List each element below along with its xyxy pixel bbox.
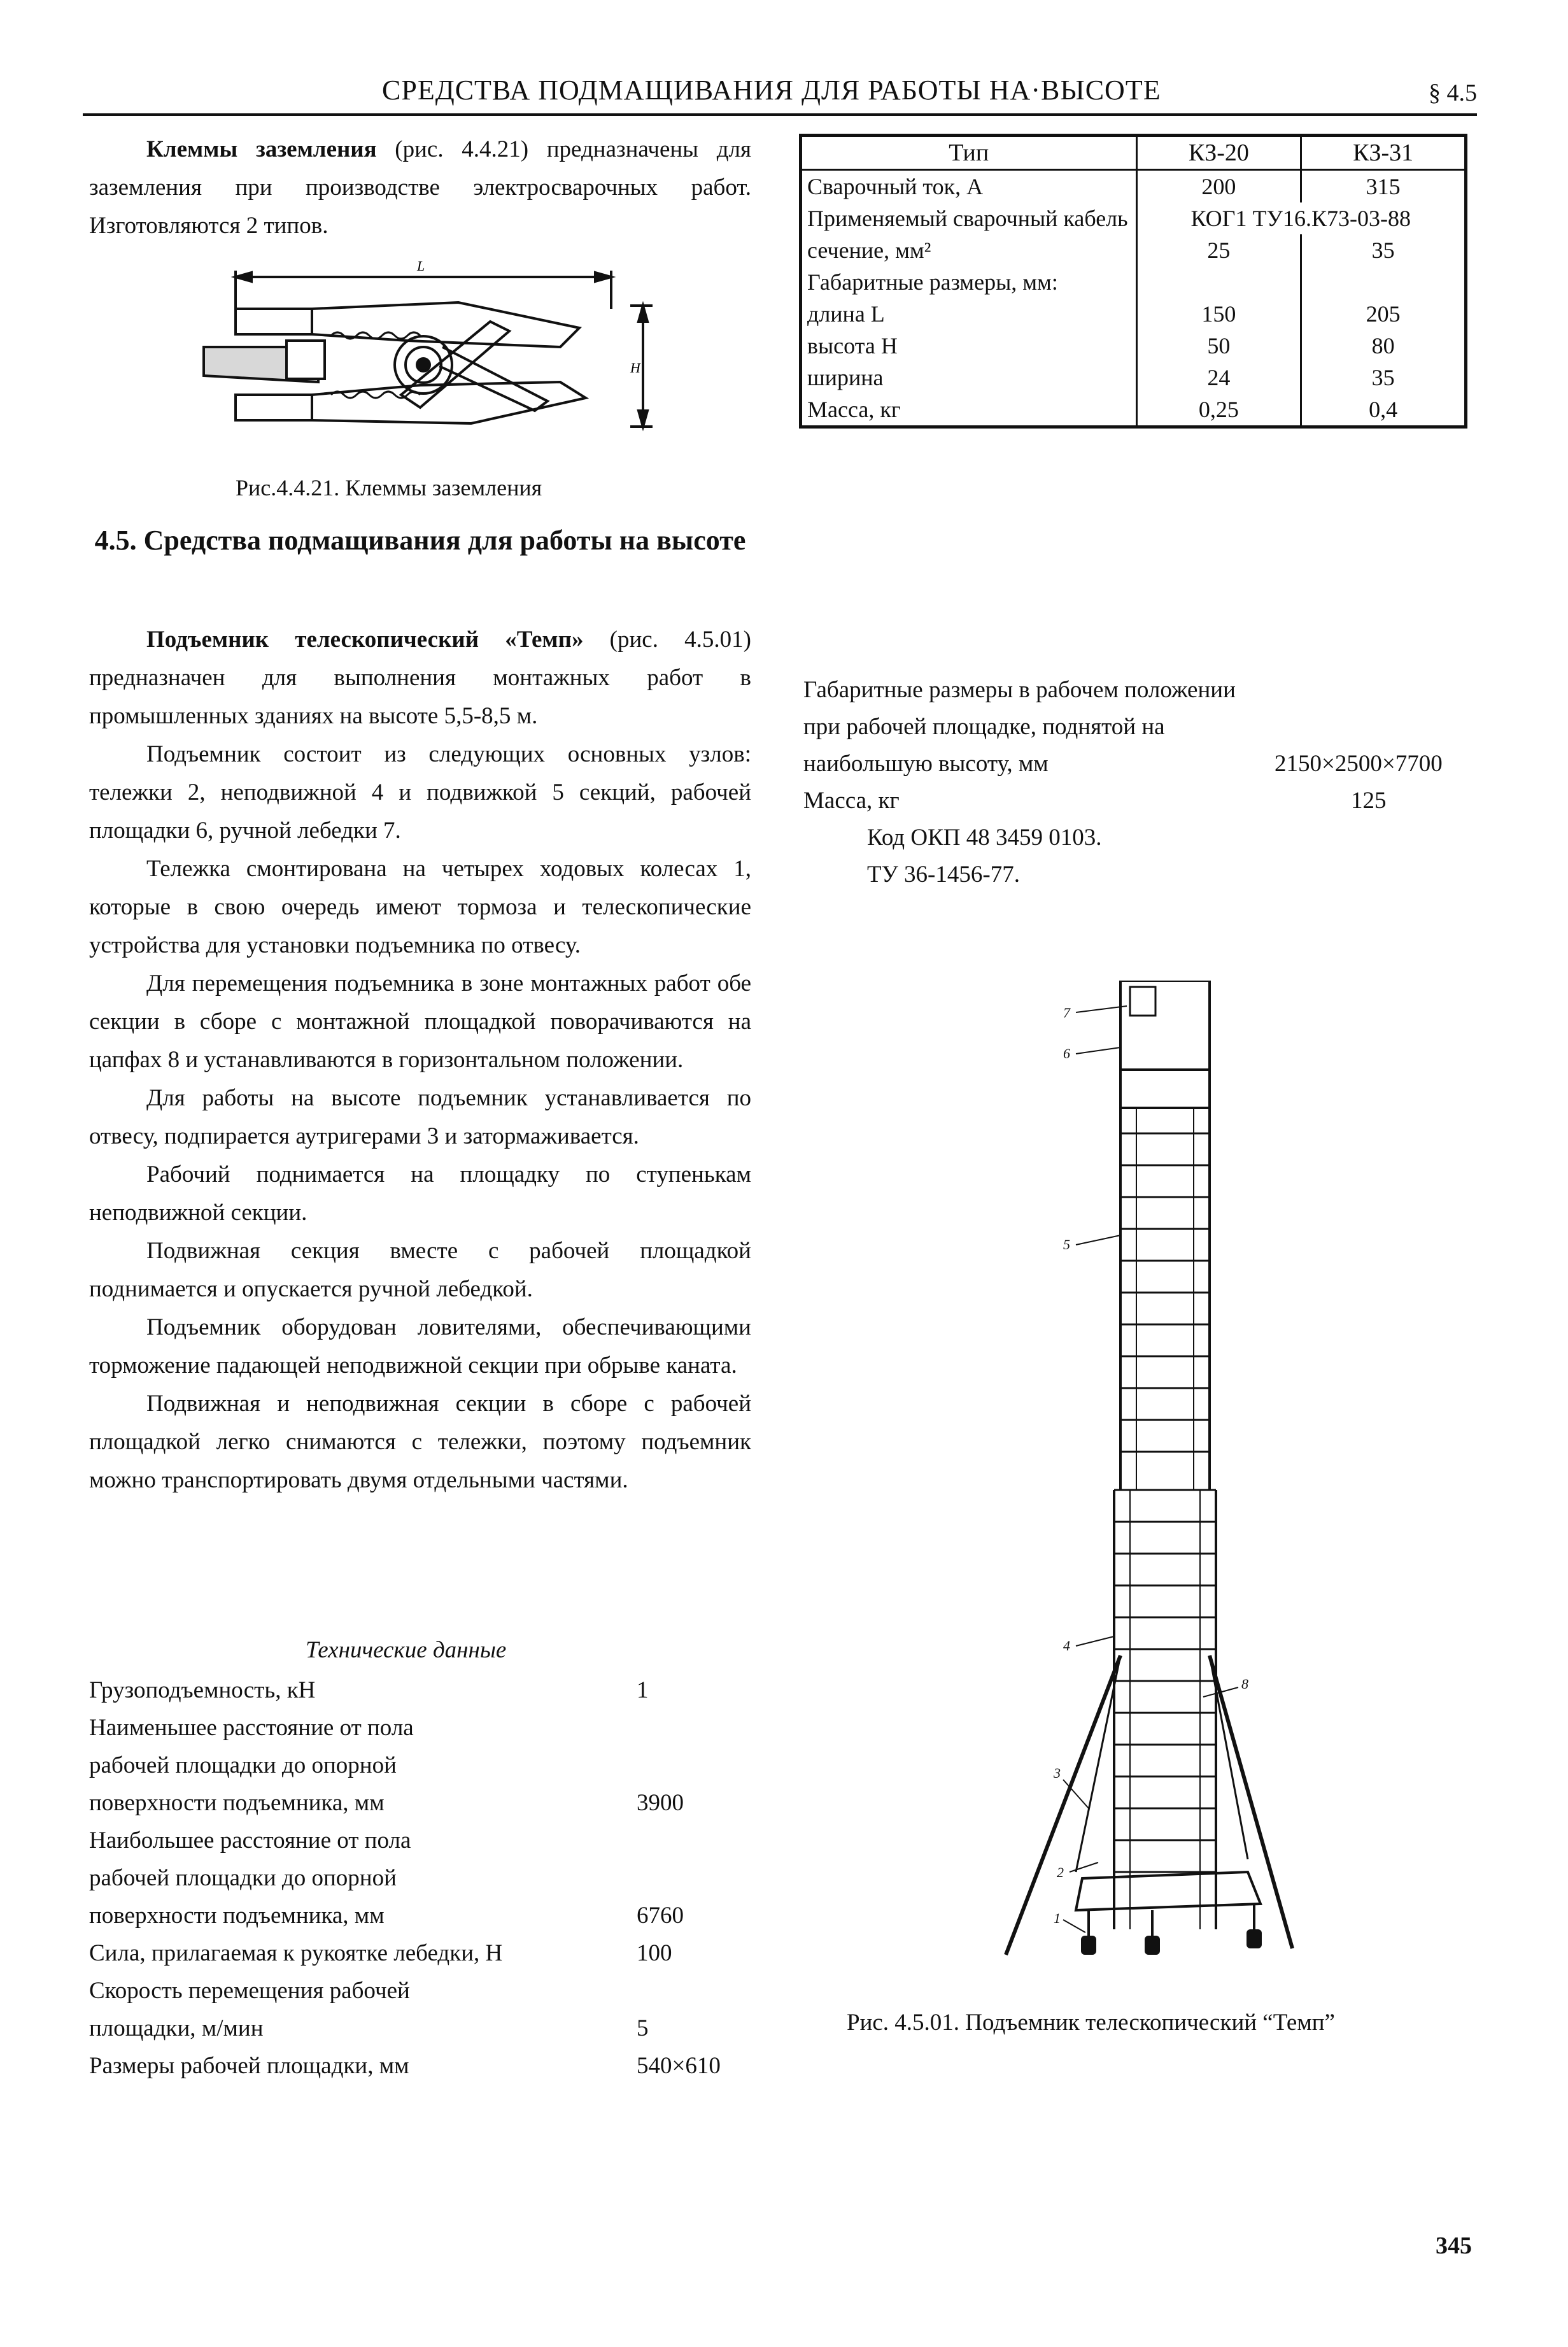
dims-value: 2150×2500×7700 bbox=[1275, 751, 1443, 777]
clamp-spec-table bbox=[799, 134, 1467, 429]
cell-kz31: 35 bbox=[1301, 234, 1466, 266]
paragraph: Для перемещения подъемника в зоне монтажных работ обе секции в сборе с монтажной площадкой поворачиваются на цапфах 8 и устанавливаются в горизонтальном положении. bbox=[89, 970, 751, 1073]
row-label: сечение, мм² bbox=[801, 234, 1137, 266]
clamps-paragraph bbox=[89, 131, 751, 245]
cell-kz31: 0,4 bbox=[1301, 394, 1466, 427]
tech-label: Наименьшее расстояние от пола bbox=[89, 1715, 414, 1741]
clamps-lead: Клеммы заземления bbox=[146, 136, 377, 162]
clamp-figure-caption: Рис.4.4.21. Клеммы заземления bbox=[236, 475, 542, 500]
table-row bbox=[801, 362, 1466, 394]
row-label: высота H bbox=[801, 330, 1137, 362]
tech-data-title: Технические данные bbox=[306, 1637, 507, 1663]
cell-kz20: 200 bbox=[1136, 170, 1301, 203]
cell-kz31 bbox=[1301, 266, 1466, 298]
table-row bbox=[801, 394, 1466, 427]
row-label: Применяемый сварочный кабель bbox=[801, 202, 1137, 234]
lift-dimensions-info bbox=[803, 672, 1478, 893]
paragraph: Тележка смонтирована на четырех ходовых колесах 1, которые в свою очередь имеют тормоза и телескопические устройства для установки подъемника по отвесу. bbox=[89, 856, 751, 958]
dims-label: наибольшую высоту, мм bbox=[803, 751, 1049, 777]
tech-label: рабочей площадки до опорной bbox=[89, 1865, 397, 1891]
tech-label: Наибольшее расстояние от пола bbox=[89, 1827, 411, 1854]
page-header bbox=[83, 70, 1477, 121]
mass-label: Масса, кг bbox=[803, 788, 900, 814]
part-label: 8 bbox=[1241, 1676, 1248, 1692]
tech-row bbox=[89, 2047, 777, 2085]
tech-value: 100 bbox=[637, 1940, 672, 1966]
part-label: 5 bbox=[1063, 1237, 1070, 1252]
row-label: ширина bbox=[801, 362, 1137, 394]
tu-code: ТУ 36-1456-77. bbox=[867, 862, 1020, 888]
tech-label: Размеры рабочей площадки, мм bbox=[89, 2053, 409, 2079]
paragraph: Подъемник оборудован ловителями, обеспечивающими торможение падающей неподвижной секции при обрыве каната. bbox=[89, 1314, 751, 1379]
tech-value: 540×610 bbox=[637, 2053, 721, 2079]
tech-label: Сила, прилагаемая к рукоятке лебедки, Н bbox=[89, 1940, 503, 1966]
cell-kz20: 24 bbox=[1136, 362, 1301, 394]
okp-code: Код ОКП 48 3459 0103. bbox=[867, 825, 1102, 851]
tech-row bbox=[89, 1671, 777, 1709]
ground-clamp-figure bbox=[191, 258, 662, 449]
tech-label: поверхности подъемника, мм bbox=[89, 1790, 385, 1816]
section-number: § 4.5 bbox=[1429, 80, 1477, 106]
cell-kz20: 50 bbox=[1136, 330, 1301, 362]
tech-value: 5 bbox=[637, 2015, 649, 2041]
paragraph: Для работы на высоте подъемник устанавливается по отвесу, подпирается аутригерами 3 и затормаживается. bbox=[89, 1085, 751, 1149]
lift-figure-caption: Рис. 4.5.01. Подъемник телескопический “Темп” bbox=[847, 2010, 1335, 2036]
cell-kz20: 25 bbox=[1136, 234, 1301, 266]
part-label: 1 bbox=[1054, 1910, 1061, 1926]
paragraph: Рабочий поднимается на площадку по ступенькам неподвижной секции. bbox=[89, 1161, 751, 1226]
part-label: 7 bbox=[1063, 1005, 1070, 1021]
cell-kz31: 35 bbox=[1301, 362, 1466, 394]
tech-label: рабочей площадки до опорной bbox=[89, 1752, 397, 1778]
table-header-row bbox=[801, 136, 1466, 170]
tech-row bbox=[89, 1822, 777, 1934]
running-title: СРЕДСТВА ПОДМАЩИВАНИЯ ДЛЯ РАБОТЫ НА·ВЫСОТЕ bbox=[382, 74, 1161, 106]
lift-name: Подъемник телескопический «Темп» bbox=[146, 627, 584, 653]
tech-row bbox=[89, 1934, 777, 1972]
cell-kz31: 205 bbox=[1301, 298, 1466, 330]
row-label: Габаритные размеры, мм: bbox=[801, 266, 1137, 298]
row-label: Сварочный ток, А bbox=[801, 170, 1137, 203]
header-type: Тип bbox=[801, 136, 1137, 170]
clamps-text: (рис. 4.4.21) предназначены для заземления при производстве электросварочных работ. Изготовляются 2 типов. bbox=[89, 136, 751, 239]
paragraph: Подвижная секция вместе с рабочей площадкой поднимается и опускается ручной лебедкой. bbox=[89, 1238, 751, 1302]
cell-kz31: 80 bbox=[1301, 330, 1466, 362]
paragraph: Подвижная и неподвижная секции в сборе с рабочей площадкой легко снимаются с тележки, поэтому подъемник можно транспортировать двумя отдельными частями. bbox=[89, 1391, 751, 1493]
section-heading: 4.5. Средства подмащивания для работы на высоте bbox=[94, 525, 746, 556]
table-row bbox=[801, 170, 1466, 203]
mass-value: 125 bbox=[1351, 788, 1387, 814]
label-l: L bbox=[417, 258, 425, 274]
part-label: 3 bbox=[1054, 1765, 1061, 1781]
tech-row bbox=[89, 1972, 777, 2047]
tech-label: Грузоподъемность, кН bbox=[89, 1677, 316, 1703]
row-label: Масса, кг bbox=[801, 394, 1137, 427]
table-row bbox=[801, 202, 1466, 234]
cell-kz31: 315 bbox=[1301, 170, 1466, 203]
cell-kz20: 0,25 bbox=[1136, 394, 1301, 427]
tech-label: площадки, м/мин bbox=[89, 2015, 264, 2041]
part-label: 6 bbox=[1063, 1046, 1070, 1061]
cell-kz20 bbox=[1136, 266, 1301, 298]
telescopic-lift-figure bbox=[993, 981, 1299, 1974]
label-h: H bbox=[630, 360, 640, 376]
dims-label: при рабочей площадке, поднятой на bbox=[803, 714, 1165, 740]
cell-kz20: 150 bbox=[1136, 298, 1301, 330]
cell-merged-cable: КОГ1 ТУ16.К73-03-88 bbox=[1136, 202, 1466, 234]
tech-label: поверхности подъемника, мм bbox=[89, 1903, 385, 1929]
header-rule bbox=[83, 113, 1477, 116]
page-number: 345 bbox=[1436, 2232, 1472, 2259]
table-row bbox=[801, 298, 1466, 330]
tech-value: 6760 bbox=[637, 1903, 684, 1929]
tech-data-list bbox=[89, 1671, 777, 2085]
table-row bbox=[801, 234, 1466, 266]
tech-row bbox=[89, 1709, 777, 1822]
paragraph: Подъемник состоит из следующих основных узлов: тележки 2, неподвижной 4 и подвижкой 5 секций, рабочей площадки 6, ручной лебедки 7. bbox=[89, 741, 751, 844]
table-row bbox=[801, 266, 1466, 298]
row-label: длина L bbox=[801, 298, 1137, 330]
part-label: 2 bbox=[1057, 1864, 1064, 1880]
tech-value: 3900 bbox=[637, 1790, 684, 1816]
tech-value: 1 bbox=[637, 1677, 649, 1703]
header-kz31: КЗ-31 bbox=[1301, 136, 1466, 170]
body-text bbox=[89, 621, 751, 1500]
tech-label: Скорость перемещения рабочей bbox=[89, 1978, 410, 2004]
paragraph: (рис. 4.5.01) предназначен для выполнения монтажных работ в промышленных зданиях на высоте 5,5-8,5 м. bbox=[89, 627, 751, 729]
table-row bbox=[801, 330, 1466, 362]
dims-label: Габаритные размеры в рабочем положении bbox=[803, 677, 1236, 703]
part-label: 4 bbox=[1063, 1638, 1070, 1654]
header-kz20: КЗ-20 bbox=[1136, 136, 1301, 170]
